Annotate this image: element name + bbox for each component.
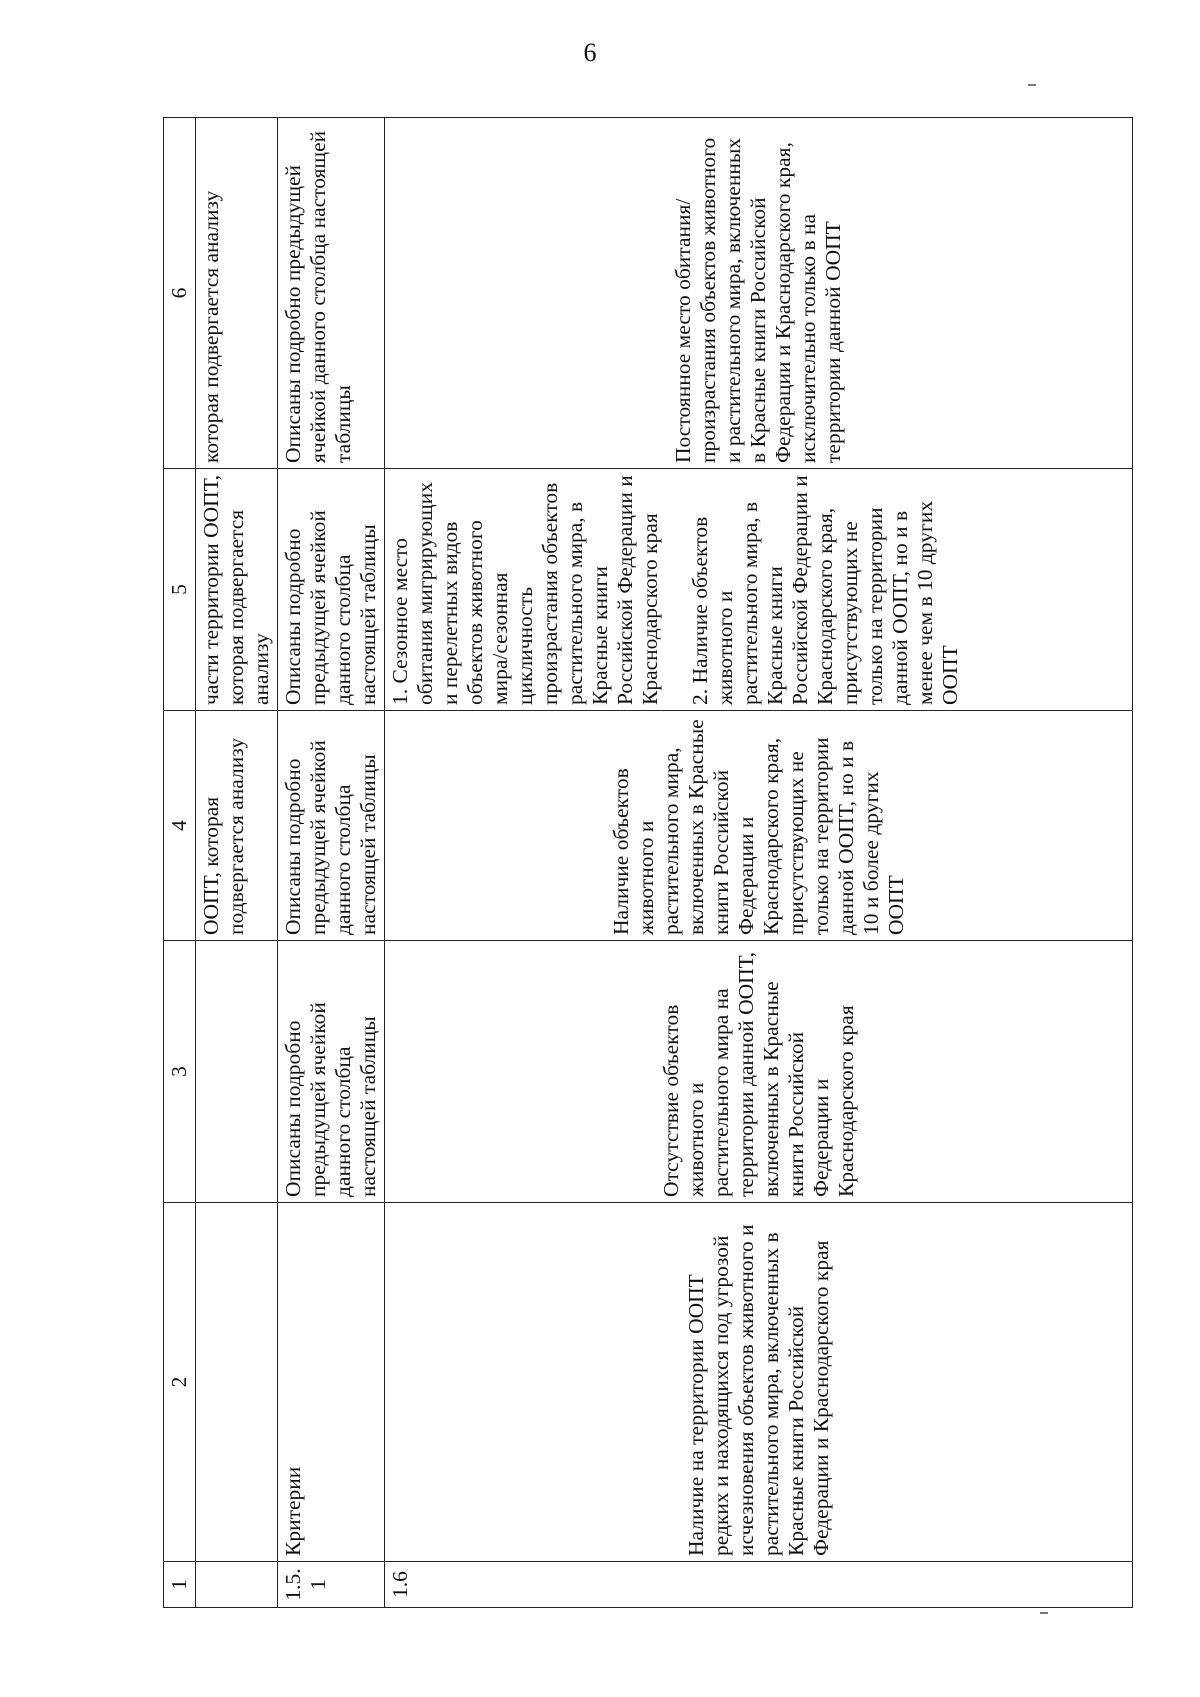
row-1-6-col3: Отсутствие объектов животного и растительного мира на территории данной ООПТ, включенных в Красные книги Российской Федерации и Краснодарского края <box>385 941 1133 1203</box>
row-1-6-col4: Наличие объектов животного и растительного мира, включенных в Красные книги Российской Федерации и Краснодарского края, присутствующих не только на территории данной ООПТ, но и в 10 и более других ООПТ <box>385 711 1133 941</box>
scan-mark <box>1040 1612 1048 1614</box>
row-index: 1.5.1 <box>278 1562 385 1608</box>
row-1-5-1 <box>278 118 385 1608</box>
row-1-5-1-col3: Описаны подробно предыдущей ячейкой данного столбца настоящей таблицы <box>278 941 385 1203</box>
row-1-6-label: Наличие на территории ООПТ редких и находящихся под угрозой исчезновения объектов животного и растительного мира, включенных в Красные книги Российской Федерации и Краснодарского края <box>385 1203 1133 1562</box>
column-number-3: 3 <box>164 941 196 1203</box>
continuation-cell-1 <box>196 1562 278 1608</box>
continuation-cell-2 <box>196 1203 278 1562</box>
continuation-cell-3 <box>196 941 278 1203</box>
paragraph-gap <box>663 474 688 705</box>
row-1-5-1-col4: Описаны подробно предыдущей ячейкой данного столбца настоящей таблицы <box>278 711 385 941</box>
column-number-1: 1 <box>164 1562 196 1608</box>
column-number-5: 5 <box>164 469 196 711</box>
continuation-cell-6: которая подвергается анализу <box>196 118 278 469</box>
continuation-cell-5: части территории ООПТ, которая подвергается анализу <box>196 469 278 711</box>
rotated-table-frame <box>163 118 1133 1608</box>
continuation-cell-4: ООПТ, которая подвергается анализу <box>196 711 278 941</box>
row-1-6 <box>385 118 1133 1608</box>
continuation-row <box>196 118 278 1608</box>
scan-mark <box>1028 84 1036 86</box>
row-index: 1.6 <box>385 1562 1133 1608</box>
row-1-6-col6: Постоянное место обитания/ произрастания объектов животного и растительного мира, включенных в Красные книги Российской Федерации и Краснодарского края, исключительно только в на территории данной ООПТ <box>385 118 1133 469</box>
col5-item-1: 1. Сезонное место обитания мигрирующих и перелетных видов объектов животного мира/сезонная цикличность произрастания объектов растительного мира, в Красные книги Российской Федерации и Краснодарского края <box>388 475 662 705</box>
row-1-5-1-col5: Описаны подробно предыдущей ячейкой данного столбца настоящей таблицы <box>278 469 385 711</box>
page-number: 6 <box>583 38 597 67</box>
rotated-table-wrapper <box>163 118 1133 1608</box>
row-1-6-col5 <box>385 469 1133 711</box>
row-1-5-1-col6: Описаны подробно предыдущей ячейкой данного столбца настоящей таблицы <box>278 118 385 469</box>
column-number-6: 6 <box>164 118 196 469</box>
row-label: Критерии <box>278 1203 385 1562</box>
column-number-4: 4 <box>164 711 196 941</box>
column-number-2: 2 <box>164 1203 196 1562</box>
criteria-table <box>163 117 1133 1608</box>
header-row <box>164 118 196 1608</box>
col5-item-2: 2. Наличие объектов животного и растительного мира, в Красные книги Российской Федерации и Краснодарского края, присутствующих не только на территории данной ООПТ, но и в менее чем в 10 других ООПТ <box>688 475 962 705</box>
